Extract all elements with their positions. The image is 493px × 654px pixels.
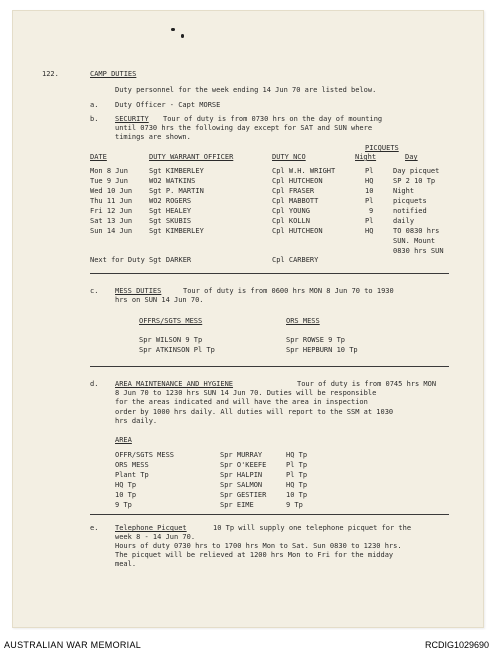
telephone-text-2: week 8 - 14 Jun 70. (115, 533, 196, 541)
archive-name: AUSTRALIAN WAR MEMORIAL (4, 640, 142, 650)
area-name: HQ Tp (115, 481, 137, 489)
row-dwo: Sgt SKUBIS (149, 217, 192, 225)
area-spr: Spr EIME (220, 501, 254, 509)
row-night: Pl (365, 197, 374, 205)
mess-row: Spr ROWSE 9 Tp (286, 336, 346, 344)
row-date: Mon 8 Jun (90, 167, 128, 175)
row-day: notified (393, 207, 427, 215)
night-header: Night (355, 153, 377, 161)
ink-mark (181, 34, 184, 38)
area-spr: Spr SALMON (220, 481, 263, 489)
row-dwo: Sgt KIMBERLEY (149, 167, 204, 175)
item-b-label: b. (90, 115, 99, 123)
section-title: CAMP DUTIES (90, 70, 137, 78)
row-dwo: Sgt KIMBERLEY (149, 227, 204, 235)
row-date: Fri 12 Jun (90, 207, 133, 215)
security-text-2: until 0730 hrs the following day except for SAT and SUN where (115, 124, 373, 132)
row-night: 9 (369, 207, 374, 215)
row-nco: Cpl YOUNG (272, 207, 310, 215)
mess-row: Spr HEPBURN 10 Tp (286, 346, 358, 354)
day-extra-1: SUN. Mount (393, 237, 436, 245)
nco-header: DUTY NCO (272, 153, 306, 161)
telephone-text-3: Hours of duty 0730 hrs to 1700 hrs Mon to Sat. Sun 0830 to 1230 hrs. (115, 542, 402, 550)
area-spr: Spr O'KEEFE (220, 461, 267, 469)
next-for-duty-label: Next for Duty (90, 256, 145, 264)
security-text-1: Tour of duty is from 0730 hrs on the day of mounting (163, 115, 383, 123)
paragraph-number: 122. (42, 70, 59, 78)
duty-officer-text: Duty Officer - Capt MORSE (115, 101, 221, 109)
area-maintenance-title: AREA MAINTENANCE AND HYGIENE (115, 380, 234, 388)
row-date: Sun 14 Jun (90, 227, 133, 235)
row-nco: Cpl W.H. WRIGHT (272, 167, 336, 175)
row-dwo: WO2 ROGERS (149, 197, 192, 205)
dwo-header: DUTY WARRANT OFFICER (149, 153, 234, 161)
document-page (12, 10, 484, 628)
picquets-header: PICQUETS (365, 144, 399, 152)
item-c-label: c. (90, 287, 99, 295)
row-nco: Cpl HUTCHEON (272, 177, 323, 185)
telephone-text-5: meal. (115, 560, 137, 568)
archive-footer (0, 630, 493, 654)
area-name: OFFR/SGTS MESS (115, 451, 175, 459)
area-spr: Spr HALPIN (220, 471, 263, 479)
area-tp: HQ Tp (286, 451, 308, 459)
divider (90, 273, 449, 274)
ink-mark (171, 28, 175, 31)
security-text-3: timings are shown. (115, 133, 191, 141)
area-tp: Pl Tp (286, 461, 308, 469)
area-text-2: 8 Jun 70 to 1230 hrs SUN 14 Jun 70. Duties will be responsible (115, 389, 377, 397)
row-nco: Cpl HUTCHEON (272, 227, 323, 235)
mess-duties-title: MESS DUTIES (115, 287, 162, 295)
telephone-text-4: The picquet will be relieved at 1200 hrs Mon to Fri for the midday (115, 551, 394, 559)
row-night: Pl (365, 217, 374, 225)
day-extra-2: 0830 hrs SUN (393, 247, 444, 255)
archive-id: RCDIG1029690 (424, 640, 489, 650)
row-night: HQ (365, 177, 374, 185)
item-a-label: a. (90, 101, 99, 109)
item-d-label: d. (90, 380, 99, 388)
row-day: Day picquet (393, 167, 440, 175)
row-dwo: WO2 WATKINS (149, 177, 196, 185)
row-day: daily (393, 217, 415, 225)
area-name: ORS MESS (115, 461, 149, 469)
area-tp: HQ Tp (286, 481, 308, 489)
item-e-label: e. (90, 524, 99, 532)
area-text-4: order by 1000 hrs daily. All duties will report to the SSM at 1030 (115, 408, 394, 416)
divider (90, 514, 449, 515)
divider (90, 366, 449, 367)
row-nco: Cpl FRASER (272, 187, 315, 195)
area-header: AREA (115, 436, 132, 444)
mess-text-1: Tour of duty is from 0600 hrs MON 8 Jun 70 to 1930 (183, 287, 394, 295)
area-name: 9 Tp (115, 501, 132, 509)
date-header: DATE (90, 153, 107, 161)
row-date: Tue 9 Jun (90, 177, 128, 185)
telephone-picquet-title: Telephone Picquet (115, 524, 187, 532)
row-night: 10 (365, 187, 374, 195)
telephone-text-1: 10 Tp will supply one telephone picquet for the (213, 524, 412, 532)
area-spr: Spr GESTIER (220, 491, 267, 499)
row-date: Thu 11 Jun (90, 197, 133, 205)
mess-row: Spr WILSON 9 Tp (139, 336, 203, 344)
intro-text: Duty personnel for the week ending 14 Jun 70 are listed below. (115, 86, 377, 94)
row-dwo: Sgt HEALEY (149, 207, 192, 215)
area-name: Plant Tp (115, 471, 149, 479)
mess-row: Spr ATKINSON Pl Tp (139, 346, 215, 354)
area-text-5: hrs daily. (115, 417, 158, 425)
row-day: picquets (393, 197, 427, 205)
row-day: SP 2 10 Tp (393, 177, 436, 185)
area-tp: Pl Tp (286, 471, 308, 479)
row-date: Sat 13 Jun (90, 217, 133, 225)
area-name: 10 Tp (115, 491, 137, 499)
row-date: Wed 10 Jun (90, 187, 133, 195)
day-header: Day (405, 153, 418, 161)
row-nco: Cpl KOLLN (272, 217, 310, 225)
area-tp: 9 Tp (286, 501, 303, 509)
security-title: SECURITY (115, 115, 149, 123)
row-nco: Cpl MABBOTT (272, 197, 319, 205)
ors-mess-header: ORS MESS (286, 317, 320, 325)
row-day: Night (393, 187, 415, 195)
next-dwo: Sgt DARKER (149, 256, 192, 264)
row-dwo: Sgt P. MARTIN (149, 187, 204, 195)
row-night: Pl (365, 167, 374, 175)
mess-text-2: hrs on SUN 14 Jun 70. (115, 296, 204, 304)
area-tp: 10 Tp (286, 491, 308, 499)
area-text-3: for the areas indicated and will have the area in inspection (115, 398, 368, 406)
row-day: TO 0830 hrs (393, 227, 440, 235)
next-nco: Cpl CARBERY (272, 256, 319, 264)
offrs-mess-header: OFFRS/SGTS MESS (139, 317, 203, 325)
area-text-1: Tour of duty is from 0745 hrs MON (297, 380, 437, 388)
area-spr: Spr MURRAY (220, 451, 263, 459)
row-night: HQ (365, 227, 374, 235)
